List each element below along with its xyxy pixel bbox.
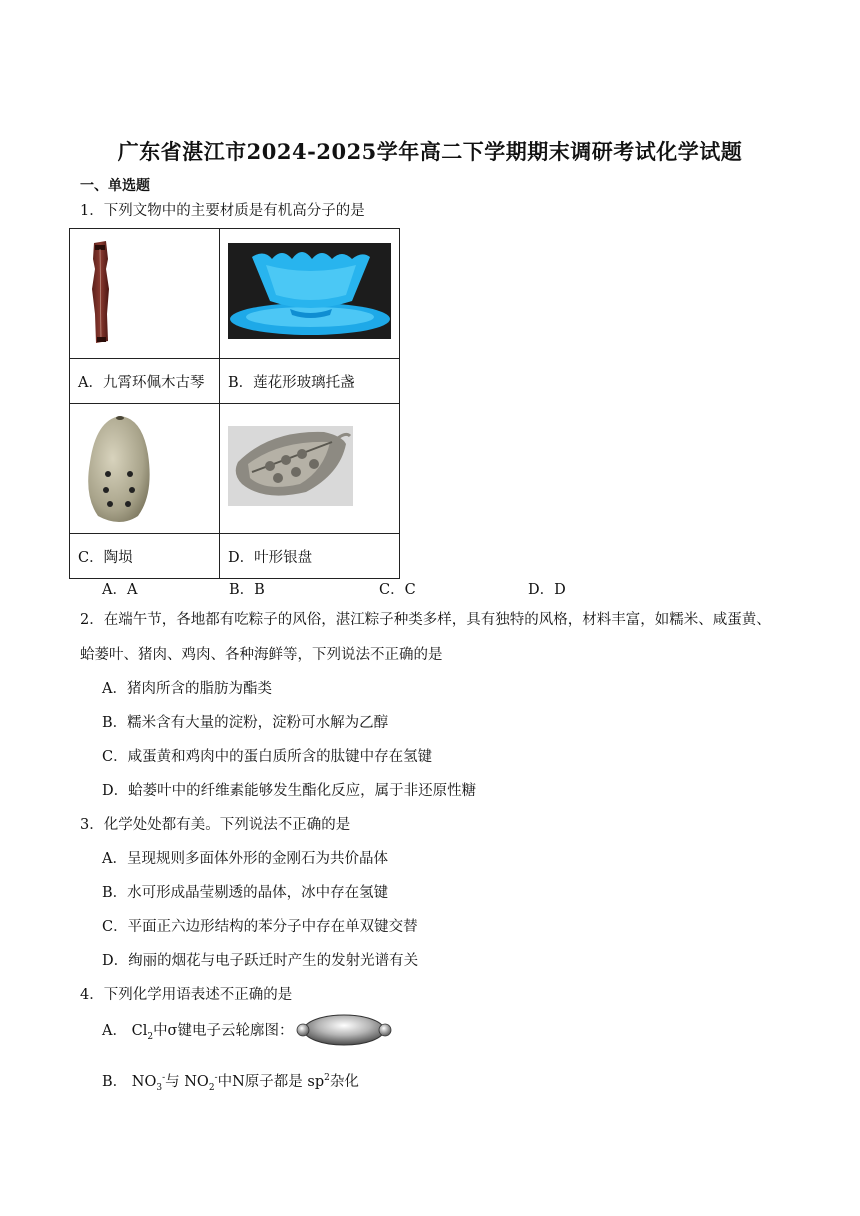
cell-c-image xyxy=(70,404,220,534)
q2-option-b: B．糯米含有大量的淀粉，淀粉可水解为乙醇 xyxy=(102,715,389,731)
sp2-notation: $sp^2$ xyxy=(307,1073,330,1090)
q1-choice-d: D．D xyxy=(528,582,566,598)
q4-option-b xyxy=(102,1068,359,1098)
q2-stem-line2: 蛤蒌叶、猪肉、鸡肉、各种海鲜等，下列说法不正确的是 xyxy=(80,647,443,663)
q2-option-c: C．咸蛋黄和鸡肉中的蛋白质所含的肽键中存在氢键 xyxy=(102,749,433,765)
q3-stem: 3．化学处处都有美。下列说法不正确的是 xyxy=(80,817,351,833)
q4-option-a-text: 中σ键电子云轮廓图： xyxy=(153,1023,294,1039)
section-heading: 一、单选题 xyxy=(80,178,150,194)
cell-d-label: D．叶形银盘 xyxy=(220,534,400,579)
cell-c-label: C．陶埙 xyxy=(70,534,220,579)
guqin-image xyxy=(70,229,219,354)
q4-stem: 4．下列化学用语表述不正确的是 xyxy=(80,987,293,1003)
q1-choice-b: B．B xyxy=(229,582,265,598)
q1-stem: 1．下列文物中的主要材质是有机高分子的是 xyxy=(80,203,365,219)
xun-image xyxy=(70,404,219,529)
q1-image-table xyxy=(69,228,400,579)
q2-stem-line1: 2．在端午节，各地都有吃粽子的风俗，湛江粽子种类多样，具有独特的风格，材料丰富，如糯米、咸蛋黄、 xyxy=(80,612,771,628)
q2-option-a: A．猪肉所含的脂肪为酯类 xyxy=(102,681,272,697)
cell-b-label: B．莲花形玻璃托盏 xyxy=(220,359,400,404)
q4-option-b-connector: 与 xyxy=(165,1073,180,1090)
q1-choice-a: A．A xyxy=(102,582,138,598)
q4-option-b-text: 中N原子都是 xyxy=(217,1073,303,1090)
q4-option-a-prefix: A． xyxy=(102,1023,127,1039)
q3-option-a: A．呈现规则多面体外形的金刚石为共价晶体 xyxy=(102,851,388,867)
cell-a-image xyxy=(70,229,220,359)
q3-option-b: B．水可形成晶莹剔透的晶体，冰中存在氢键 xyxy=(102,885,389,901)
no2-ion-formula: $NO_2^-$ xyxy=(184,1073,218,1093)
sigma-bond-orbital-image xyxy=(294,1012,394,1048)
q1-choice-c: C．C xyxy=(379,582,416,598)
q4-option-b-prefix: B． xyxy=(102,1073,128,1090)
page-title: 广东省湛江市2024-2025学年高二下学期期末调研考试化学试题 xyxy=(117,139,743,164)
cell-b-image xyxy=(220,229,400,359)
q4-option-a xyxy=(102,1021,293,1047)
q2-option-d: D．蛤蒌叶中的纤维素能够发生酯化反应，属于非还原性糖 xyxy=(102,783,477,799)
cell-a-label: A．九霄环佩木古琴 xyxy=(70,359,220,404)
cl2-formula: $Cl_2$ xyxy=(131,1023,154,1042)
cell-d-image xyxy=(220,404,400,534)
glass-cup-image xyxy=(220,229,399,354)
silver-plate-image xyxy=(220,404,399,529)
q4-option-b-end: 杂化 xyxy=(329,1073,359,1090)
q3-option-d: D．绚丽的烟花与电子跃迁时产生的发射光谱有关 xyxy=(102,953,419,969)
no3-ion-formula: $NO_3^-$ xyxy=(131,1073,166,1093)
q3-option-c: C．平面正六边形结构的苯分子中存在单双键交替 xyxy=(102,919,418,935)
